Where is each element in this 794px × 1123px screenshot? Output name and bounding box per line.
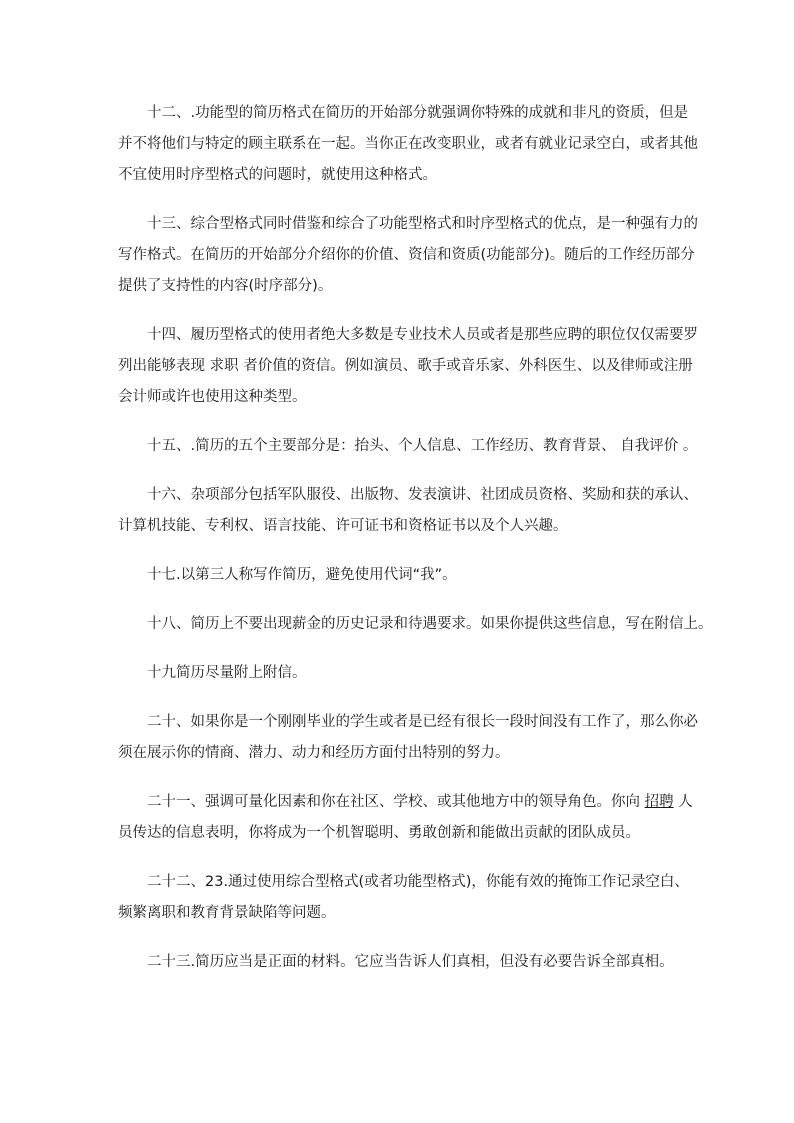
paragraph-line: 会计师或许也使用这种类型。 (118, 389, 307, 405)
paragraph-line: 二十二、23.通过使用综合型格式(或者功能型格式)，你能有效的掩饰工作记录空白、 (147, 874, 689, 890)
document-body (118, 98, 713, 978)
paragraph-line: 十二、.功能型的简历格式在简历的开始部分就强调你特殊的成就和非凡的资质，但是 (147, 105, 689, 121)
paragraph-23 (118, 947, 688, 978)
paragraph-line: 须在展示你的情商、潜力、动力和经历方面付出特别的努力。 (118, 745, 510, 761)
paragraph-line: 频繁离职和教育背景缺陷等问题。 (118, 905, 336, 921)
paragraph-line: 二十三.简历应当是正面的材料。它应当告诉人们真相，但没有必要告诉全部真相。 (147, 954, 674, 970)
paragraph-20 (118, 707, 698, 769)
paragraph-19 (118, 658, 688, 689)
paragraph-line: 十四、履历型格式的使用者绝大多数是专业技术人员或者是那些应聘的职位仅仅需要罗 (147, 327, 698, 343)
paragraph-line (118, 787, 693, 818)
paragraph-line: 二十、如果你是一个刚刚毕业的学生或者是已经有很长一段时间没有工作了，那么你必 (147, 714, 698, 730)
recruitment-link[interactable]: 招聘 (644, 794, 674, 810)
paragraph-line: 不宜使用时序型格式的问题时，就使用这种格式。 (118, 167, 437, 183)
paragraph-16 (118, 480, 698, 542)
paragraph-14 (118, 320, 698, 413)
paragraph-line: 十九简历尽量附上附信。 (147, 665, 307, 681)
paragraph-text: 人 (678, 794, 693, 810)
paragraph-line: 十六、杂项部分包括军队服役、出版物、发表演讲、社团成员资格、奖励和获的承认、 (147, 487, 698, 503)
paragraph-line: 十五、.简历的五个主要部分是：抬头、个人信息、工作经历、教育背景、 自我评价 。 (147, 438, 698, 454)
paragraph-line: 十八、简历上不要出现薪金的历史记录和待遇要求。如果你提供这些信息，写在附信上。 (147, 616, 713, 632)
paragraph-18 (118, 609, 713, 640)
paragraph-line: 计算机技能、专利权、语言技能、许可证书和资格证书以及个人兴趣。 (118, 518, 568, 534)
paragraph-13 (118, 209, 698, 302)
paragraph-21 (118, 787, 693, 849)
paragraph-line: 十七.以第三人称写作简历，避免使用代词“我”。 (147, 567, 457, 583)
paragraph-12 (118, 98, 698, 191)
paragraph-line: 列出能够表现 求职 者价值的资信。例如演员、歌手或音乐家、外科医生、以及律师或注册 (118, 358, 693, 374)
paragraph-17 (118, 560, 688, 591)
paragraph-text: 二十一、强调可量化因素和你在社区、学校、或其他地方中的领导角色。你向 (147, 794, 640, 810)
paragraph-line: 并不将他们与特定的顾主联系在一起。当你正在改变职业，或者有就业记录空白，或者其他 (118, 136, 698, 152)
paragraph-line: 写作格式。在简历的开始部分介绍你的价值、资信和资质(功能部分)。随后的工作经历部分 (118, 247, 695, 263)
paragraph-line: 员传达的信息表明，你将成为一个机智聪明、勇敢创新和能做出贡献的团队成员。 (118, 825, 640, 841)
paragraph-line: 提供了支持性的内容(时序部分)。 (118, 278, 333, 294)
paragraph-line: 十三、综合型格式同时借鉴和综合了功能型格式和时序型格式的优点，是一种强有力的 (147, 216, 698, 232)
paragraph-22 (118, 867, 688, 929)
paragraph-15 (118, 431, 698, 462)
